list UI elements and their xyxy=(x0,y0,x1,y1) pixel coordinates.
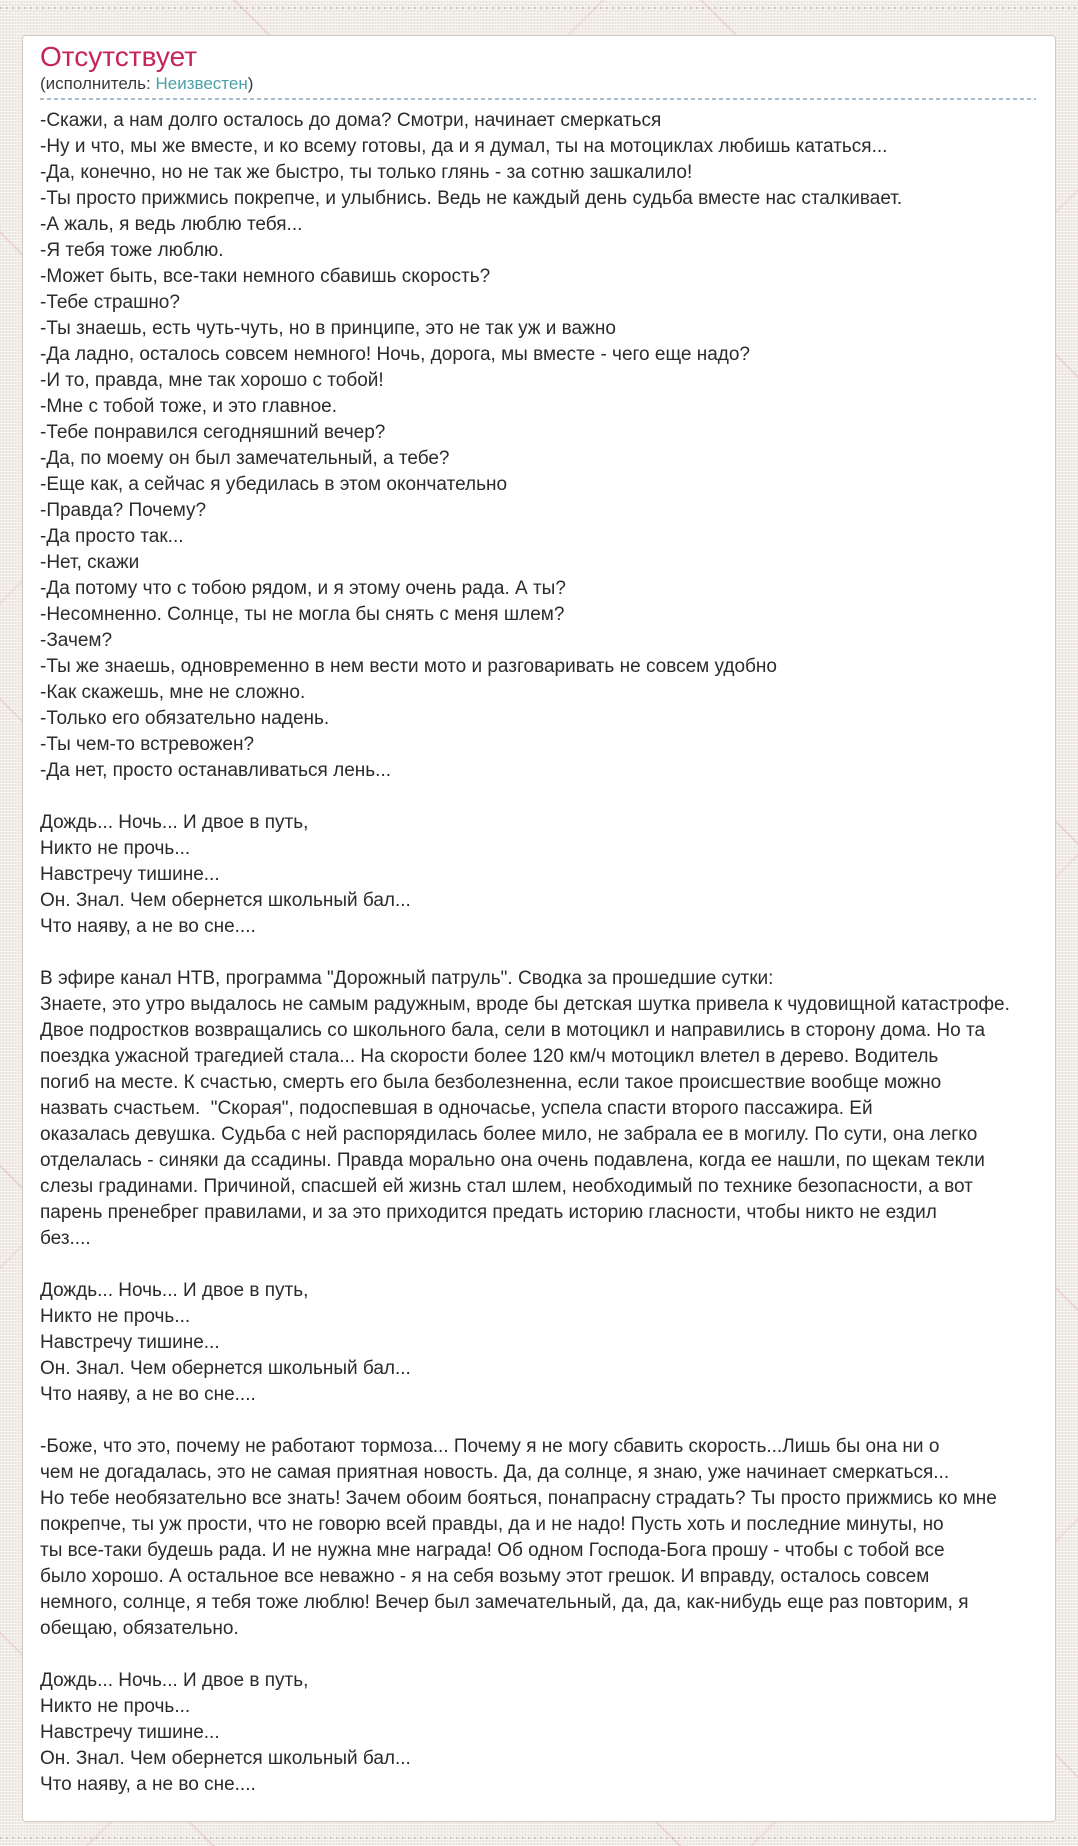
lyric-line: -Я тебя тоже люблю. xyxy=(40,240,224,261)
artist-line xyxy=(40,74,1055,94)
lyric-line: -Да просто так... xyxy=(40,526,184,547)
lyric-line: -Еще как, а сейчас я убедилась в этом окончательно xyxy=(40,474,508,495)
lyric-line: Навстречу тишине... xyxy=(40,1332,220,1353)
lyric-line: -Несомненно. Солнце, ты не могла бы снять с меня шлем? xyxy=(40,604,565,625)
lyric-line: поездка ужасной трагедией стала... На скорости более 120 км/ч мотоцикл влетел в дерево. Водитель xyxy=(40,1046,939,1067)
lyric-line: Что наяву, а не во сне.... xyxy=(40,916,256,937)
lyric-line: Никто не прочь... xyxy=(40,1696,191,1717)
lyric-line: -Тебе страшно? xyxy=(40,292,180,313)
lyric-line: Дождь... Ночь... И двое в путь, xyxy=(40,1280,309,1301)
lyric-line: Дождь... Ночь... И двое в путь, xyxy=(40,812,309,833)
lyric-line xyxy=(40,1642,1055,1668)
lyric-line: Он. Знал. Чем обернется школьный бал... xyxy=(40,1358,411,1379)
lyric-line: назвать счастьем. "Скорая", подоспевшая в одночасье, успела спасти второго пассажира. Ей xyxy=(40,1098,873,1119)
song-title: Отсутствует xyxy=(40,41,198,72)
lyric-line: -Да ладно, осталось совсем немного! Ночь, дорога, мы вместе - чего еще надо? xyxy=(40,344,750,365)
lyric-line: -Тебе понравился сегодняшний вечер? xyxy=(40,422,386,443)
dashed-separator xyxy=(40,98,1036,100)
lyric-line: -Ты знаешь, есть чуть-чуть, но в принципе, это не так уж и важно xyxy=(40,318,616,339)
lyric-line: Навстречу тишине... xyxy=(40,1722,220,1743)
lyric-line: -Скажи, а нам долго осталось до дома? Смотри, начинает смеркаться xyxy=(40,110,662,131)
lyric-line: оказалась девушка. Судьба с ней распорядилась более мило, не забрала ее в могилу. По сути, она легко xyxy=(40,1124,978,1145)
lyric-line: -Как скажешь, мне не сложно. xyxy=(40,682,306,703)
lyrics-card xyxy=(22,35,1056,1822)
lyric-line: -Мне с тобой тоже, и это главное. xyxy=(40,396,338,417)
lyric-line: Что наяву, а не во сне.... xyxy=(40,1774,256,1795)
lyric-line: ты все-таки будешь рада. И не нужна мне награда! Об одном Господа-Бога прошу - чтобы с тобой все xyxy=(40,1540,945,1561)
lyric-line: -Ты чем-то встревожен? xyxy=(40,734,255,755)
lyric-line: Знаете, это утро выдалось не самым радужным, вроде бы детская шутка привела к чудовищной катастрофе. xyxy=(40,994,1010,1015)
lyric-line: Дождь... Ночь... И двое в путь, xyxy=(40,1670,309,1691)
lyric-line xyxy=(40,940,1055,966)
lyric-line: Но тебе необязательно все знать! Зачем обоим бояться, понапрасну страдать? Ты просто прижмись ко мне xyxy=(40,1488,997,1509)
lyric-line xyxy=(40,784,1055,810)
lyric-line: погиб на месте. К счастью, смерть его была безболезненна, если такое происшествие вообще можно xyxy=(40,1072,942,1093)
lyric-line: чем не догадалась, это не самая приятная новость. Да, да солнце, я знаю, уже начинает смеркаться... xyxy=(40,1462,950,1483)
lyric-line: Что наяву, а не во сне.... xyxy=(40,1384,256,1405)
lyric-line: Навстречу тишине... xyxy=(40,864,220,885)
lyric-line: парень пренебрег правилами, и за это приходится предать историю гласности, чтобы никто не ездил xyxy=(40,1202,937,1223)
lyric-line xyxy=(40,1408,1055,1434)
artist-link[interactable]: Неизвестен xyxy=(155,74,248,93)
lyric-line: -Да, конечно, но не так же быстро, ты только глянь - за сотню зашкалило! xyxy=(40,162,693,183)
lyric-line: -Да, по моему он был замечательный, а тебе? xyxy=(40,448,450,469)
lyric-line: -Может быть, все-таки немного сбавишь скорость? xyxy=(40,266,491,287)
lyrics-text xyxy=(40,108,1055,1798)
lyric-line: -Ну и что, мы же вместе, и ко всему готовы, да и я думал, ты на мотоциклах любишь кататься... xyxy=(40,136,888,157)
lyric-line: Он. Знал. Чем обернется школьный бал... xyxy=(40,890,411,911)
lyric-line: В эфире канал НТВ, программа "Дорожный патруль". Сводка за прошедшие сутки: xyxy=(40,968,774,989)
lyric-line: слезы градинами. Причиной, спасшей ей жизнь стал шлем, необходимый по технике безопасности, а вот xyxy=(40,1176,973,1197)
lyric-line: -А жаль, я ведь люблю тебя... xyxy=(40,214,303,235)
lyric-line: отделалась - синяки да ссадины. Правда морально она очень подавлена, когда ее нашли, по щекам текли xyxy=(40,1150,985,1171)
lyric-line: было хорошо. А остальное все неважно - я на себя возьму этот грешок. И вправду, осталось совсем xyxy=(40,1566,930,1587)
lyric-line: -И то, правда, мне так хорошо с тобой! xyxy=(40,370,384,391)
lyric-line: -Нет, скажи xyxy=(40,552,140,573)
lyric-line: -Ты просто прижмись покрепче, и улыбнись. Ведь не каждый день судьба вместе нас сталкивает. xyxy=(40,188,903,209)
lyric-line: -Правда? Почему? xyxy=(40,500,207,521)
lyric-line: без.... xyxy=(40,1228,91,1249)
lyric-line: -Да потому что с тобою рядом, и я этому очень рада. А ты? xyxy=(40,578,566,599)
artist-suffix: ) xyxy=(247,74,254,93)
lyric-line: -Да нет, просто останавливаться лень... xyxy=(40,760,391,781)
lyric-line: Никто не прочь... xyxy=(40,1306,191,1327)
lyric-line: -Боже, что это, почему не работают тормоза... Почему я не могу сбавить скорость...Лишь бы она ни о xyxy=(40,1436,940,1457)
lyric-line: -Только его обязательно надень. xyxy=(40,708,330,729)
lyric-line xyxy=(40,1252,1055,1278)
lyric-line: -Зачем? xyxy=(40,630,113,651)
lyric-line: Никто не прочь... xyxy=(40,838,191,859)
lyric-line: Двое подростков возвращались со школьного бала, сели в мотоцикл и направились в сторону дома. Но та xyxy=(40,1020,986,1041)
lyric-line: немного, солнце, я тебя тоже люблю! Вечер был замечательный, да, да, как-нибудь еще раз повторим, я xyxy=(40,1592,969,1613)
lyric-line: Он. Знал. Чем обернется школьный бал... xyxy=(40,1748,411,1769)
lyric-line: -Ты же знаешь, одновременно в нем вести мото и разговаривать не совсем удобно xyxy=(40,656,777,677)
lyric-line: обещаю, обязательно. xyxy=(40,1618,239,1639)
artist-prefix: (исполнитель: xyxy=(40,74,156,93)
lyric-line: покрепче, ты уж прости, что не говорю всей правды, да и не надо! Пусть хоть и последние минуты, но xyxy=(40,1514,944,1535)
